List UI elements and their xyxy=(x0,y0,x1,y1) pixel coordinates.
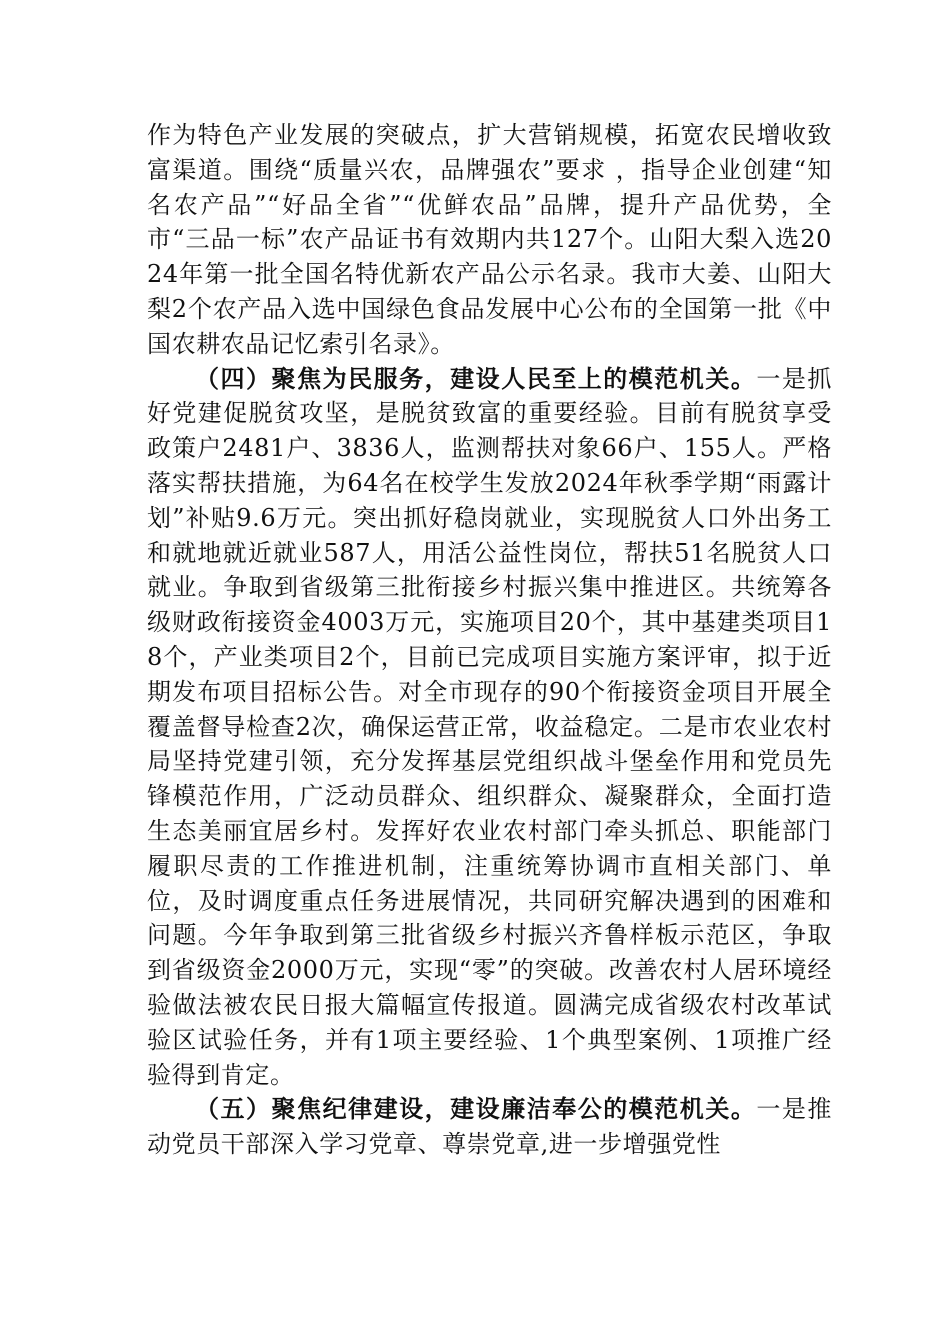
section-5-heading: （五）聚焦纪律建设，建设廉洁奉公的模范机关。 xyxy=(195,1094,757,1124)
section-4-heading: （四）聚焦为民服务，建设人民至上的模范机关。 xyxy=(195,363,757,393)
paragraph-section-5 xyxy=(147,1092,832,1162)
paragraph-section-4 xyxy=(147,362,832,1093)
document-body xyxy=(147,118,832,1162)
paragraph-brand-building: 作为特色产业发展的突破点，扩大营销规模，拓宽农民增收致富渠道。围绕“质量兴农，品牌强农”要求 ，指导企业创建“知名农产品”“好品全省”“优鲜农品”品牌，提升产品优势，全市“三品一标”农产品证书有效期内共127个。山阳大梨入选2024年第一批全国名特优新农产品公示名录。我市大姜、山阳大梨2个农产品入选中国绿色食品发展中心公布的全国第一批《中国农耕农品记忆索引名录》。 xyxy=(147,121,832,358)
section-4-body: 一是抓好党建促脱贫攻坚，是脱贫致富的重要经验。目前有脱贫享受政策户2481户、3836人，监测帮扶对象66户、155人。严格落实帮扶措施，为64名在校学生发放2024年秋季学期“雨露计划”补贴9.6万元。突出抓好稳岗就业，实现脱贫人口外出务工和就地就近就业587人，用活公益性岗位，帮扶51名脱贫人口就业。争取到省级第三批衔接乡村振兴集中推进区。共统筹各级财政衔接资金4003万元，实施项目20个，其中基建类项目18个，产业类项目2个，目前已完成项目实施方案评审，拟于近期发布项目招标公告。对全市现存的90个衔接资金项目开展全覆盖督导检查2次，确保运营正常，收益稳定。二是市农业农村局坚持党建引领，充分发挥基层党组织战斗堡垒作用和党员先锋模范作用，广泛动员群众、组织群众、凝聚群众，全面打造生态美丽宜居乡村。发挥好农业农村部门牵头抓总、职能部门履职尽责的工作推进机制，注重统筹协调市直相关部门、单位，及时调度重点任务进展情况，共同研究解决遇到的困难和问题。今年争取到第三批省级乡村振兴齐鲁样板示范区，争取到省级资金2000万元，实现“零”的突破。改善农村人居环境经验做法被农民日报大篇幅宣传报道。圆满完成省级农村改革试验区试验任务，并有1项主要经验、1个典型案例、1项推广经验得到肯定。 xyxy=(147,364,832,1089)
section-5-body: 一是推动党员干部深入学习党章、尊崇党章,进一步增强党性 xyxy=(147,1095,832,1159)
